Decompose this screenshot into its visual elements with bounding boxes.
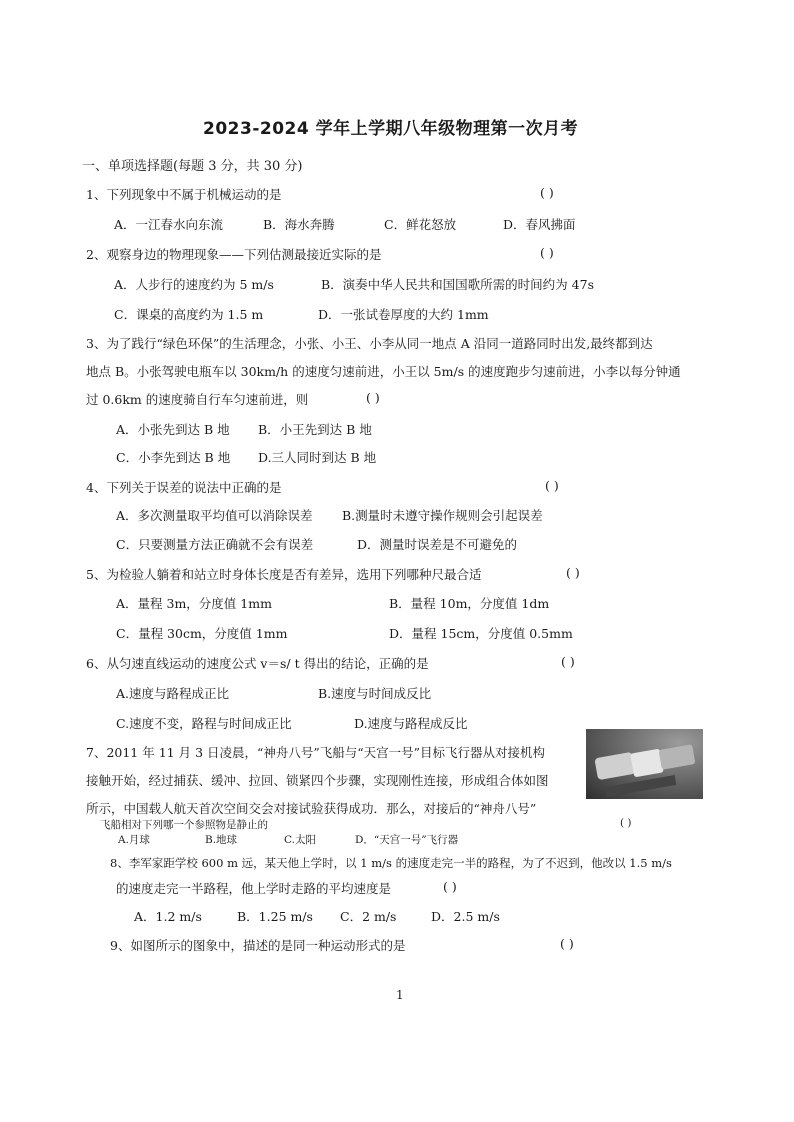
question-3-option-d: D.三人同时到达 B 地 [258,450,377,465]
question-7-option-a: A.月球 [118,834,150,846]
question-7-line-4: 飞船相对下列哪一个参照物是静止的 [100,819,268,831]
page-title: 2023-2024 学年上学期八年级物理第一次月考 [203,119,579,139]
question-8-option-d: D．2.5 m/s [431,909,500,924]
question-2-option-a: A．人步行的速度约为 5 m/s [114,277,274,292]
question-6-answer-blank: ( ) [561,654,575,669]
question-2-option-b: B．演奏中华人民共和国国歌所需的时间约为 47s [321,277,594,292]
question-5-option-d: D．量程 15cm，分度值 0.5mm [389,626,573,641]
question-8-option-b: B．1.25 m/s [237,909,313,924]
question-1-option-a: A．一江春水向东流 [114,217,224,232]
question-4-option-a: A．多次测量取平均值可以消除误差 [116,508,313,523]
question-4-option-d: D．测量时误差是不可避免的 [357,537,518,552]
question-3-line-1: 3、为了践行“绿色环保”的生活理念，小张、小王、小李从同一地点 A 沿同一道路同时出发,最终都到达 [86,336,653,351]
question-9-stem: 9、如图所示的图象中，描述的是同一种运动形式的是 [110,938,406,953]
question-3-option-a: A．小张先到达 B 地 [116,422,230,437]
question-3-line-2: 地点 B。小张驾驶电瓶车以 30km/h 的速度匀速前进，小王以 5m/s 的速度跑步匀速前进，小李以每分钟通 [86,364,681,379]
question-1-answer-blank: ( ) [540,185,554,200]
question-1-stem: 1、下列现象中不属于机械运动的是 [86,187,282,202]
question-3-line-3: 过 0.6km 的速度骑自行车匀速前进，则 [86,392,309,407]
question-1-option-b: B．海水奔腾 [263,217,335,232]
question-7-line-3: 所示，中国载人航天首次空间交会对接试验获得成功．那么，对接后的“神舟八号” [86,801,537,816]
page-number: 1 [396,988,404,1002]
question-5-option-c: C．量程 30cm，分度值 1mm [116,626,288,641]
question-3-option-c: C．小李先到达 B 地 [116,450,231,465]
question-4-stem: 4、下列关于误差的说法中正确的是 [86,480,282,495]
question-2-answer-blank: ( ) [540,245,554,260]
question-4-answer-blank: ( ) [545,478,559,493]
question-5-stem: 5、为检验人躺着和站立时身体长度是否有差异，选用下列哪种尺最合适 [86,567,482,582]
question-8-answer-blank: ( ) [443,879,457,894]
question-6-stem: 6、从匀速直线运动的速度公式 v＝s/ t 得出的结论，正确的是 [86,656,429,671]
question-6-option-c: C.速度不变，路程与时间成正比 [116,716,292,731]
question-2-option-c: C．课桌的高度约为 1.5 m [114,307,264,322]
question-7-option-d: D．“天宫一号”飞行器 [355,834,459,846]
question-6-option-a: A.速度与路程成正比 [116,686,230,701]
question-2-option-d: D．一张试卷厚度的大约 1mm [318,307,489,322]
question-8-option-c: C．2 m/s [340,909,397,924]
question-8-option-a: A．1.2 m/s [134,909,202,924]
question-7-option-c: C.太阳 [284,834,316,846]
question-2-stem: 2、观察身边的物理现象——下列估测最接近实际的是 [86,247,382,262]
question-7-answer-blank: ( ) [620,817,632,829]
question-7-line-1: 7、2011 年 11 月 3 日凌晨，“神舟八号”飞船与“天宫一号”目标飞行器从对接机构 [86,745,546,760]
question-5-answer-blank: ( ) [566,565,580,580]
question-5-option-b: B．量程 10m，分度值 1dm [389,596,550,611]
spacecraft-docking-photo [586,729,703,799]
question-1-option-c: C．鲜花怒放 [384,217,457,232]
section-heading: 一、单项选择题(每题 3 分，共 30 分) [82,159,303,174]
question-8-line-2: 的速度走完一半路程，他上学时走路的平均速度是 [116,881,392,896]
question-8-line-1: 8、李军家距学校 600 m 远，某天他上学时，以 1 m/s 的速度走完一半的路程，为了不迟到，他改以 1.5 m/s [110,856,672,870]
question-1-option-d: D．春风拂面 [503,217,576,232]
question-7-line-2: 接触开始，经过捕获、缓冲、拉回、锁紧四个步骤，实现刚性连接，形成组合体如图 [86,773,549,788]
question-5-option-a: A．量程 3m，分度值 1mm [116,596,272,611]
question-4-option-c: C．只要测量方法正确就不会有误差 [116,537,314,552]
question-6-option-b: B.速度与时间成反比 [318,686,432,701]
question-7-option-b: B.地球 [205,834,238,846]
question-4-option-b: B.测量时未遵守操作规则会引起误差 [342,508,543,523]
question-3-answer-blank: ( ) [366,390,380,405]
question-6-option-d: D.速度与路程成反比 [354,716,468,731]
question-9-answer-blank: ( ) [560,936,574,951]
question-3-option-b: B．小王先到达 B 地 [258,422,372,437]
